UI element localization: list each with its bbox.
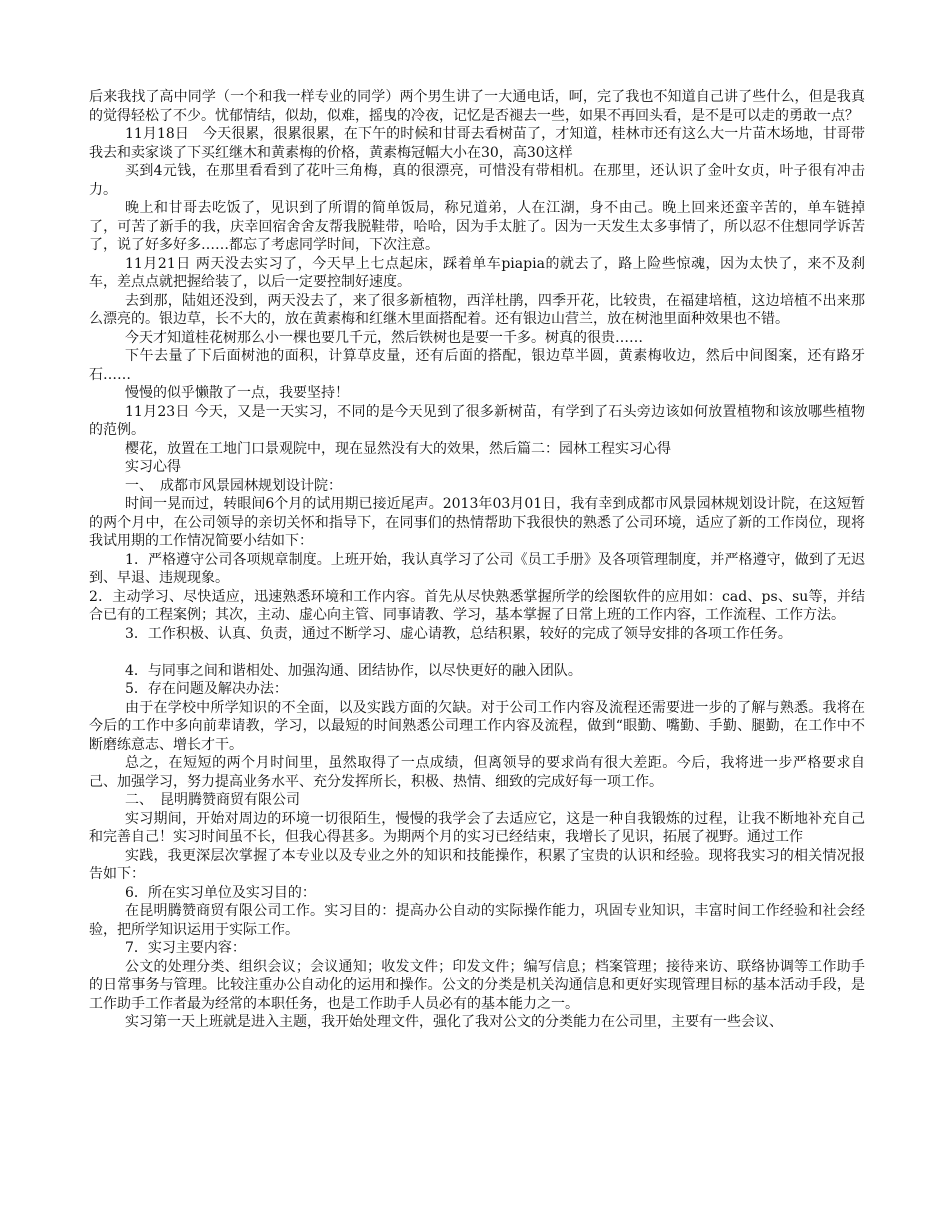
paragraph: 慢慢的似乎懒散了一点，我要坚持！ <box>125 385 349 401</box>
paragraph: 4．与同事之间和谐相处、加强沟通、团结协作，以尽快更好的融入团队。 <box>125 662 582 679</box>
paragraph: 7．实习主要内容： <box>125 940 246 956</box>
paragraph: 时间一晃而过，转眼间6个月的试用期已接近尾声。2013年03月01日，我有幸到成都市风景园林规划设计院，在这短暂的两个月中，在公司领导的亲切关怀和指导下，在同事们的热情帮助下我很快的熟悉了公司环境，适应了新的工作岗位，现将我试用期的工作情况简要小结如下： <box>89 496 865 549</box>
paragraph: 去到那，陆姐还没到，两天没去了，来了很多新植物，西洋杜鹃，四季开花，比较贵，在福建培植，这边培植不出来那么漂亮的。银边草，长不大的，放在黄素梅和红继木里面搭配着。还有银边山营兰，放在树池里面种效果也不错。 <box>89 292 865 327</box>
paragraph: 实践，我更深层次掌握了本专业以及专业之外的知识和技能操作，积累了宝贵的认识和经验。现将我实习的相关情况报告如下： <box>89 847 865 882</box>
paragraph: 二、 昆明腾赞商贸有限公司 <box>125 792 300 808</box>
paragraph: 11月23日 今天，又是一天实习，不同的是今天见到了很多新树苗，有学到了石头旁边该如何放置植物和该放哪些植物的范例。 <box>89 403 865 438</box>
paragraph: 5．存在问题及解决办法： <box>125 681 288 697</box>
paragraph: 下午去量了下后面树池的面积，计算草皮量，还有后面的搭配，银边草半圆，黄素梅收边，然后中间图案，还有路牙石…… <box>89 348 865 383</box>
paragraph: 樱花，放置在工地门口景观院中，现在显然没有大的效果，然后篇二：园林工程实习心得 <box>125 440 671 457</box>
paragraph: 晚上和甘哥去吃饭了，见识到了所谓的简单饭局，称兄道弟，人在江湖，身不由己。晚上回来还蛮辛苦的，单车链掉了，可苦了新手的我，庆幸回宿舍舍友帮我脱鞋带，哈哈，因为手太脏了。因为一天发生太多事情了，所以忍不住想同学诉苦了，说了好多好多……都忘了考虑同学时间，下次注意。 <box>89 200 865 253</box>
paragraph: 实习心得 <box>125 459 181 475</box>
paragraph: 由于在学校中所学知识的不全面，以及实践方面的欠缺。对于公司工作内容及流程还需要进一步的了解与熟悉。我将在今后的工作中多向前辈请教，学习，以最短的时间熟悉公司理工作内容及流程，做到“眼勤、嘴勤、手勤、腿勤，在工作中不断磨练意志、增长才干。 <box>89 699 865 753</box>
document-body <box>89 88 865 1032</box>
paragraph: 公文的处理分类、组织会议；会议通知；收发文件；印发文件；编写信息；档案管理；接待来访、联络协调等工作助手的日常事务与管理。比较注重办公自动化的运用和操作。公文的分类是机关沟通信息和更好实现管理目标的基本活动手段，是工作助手工作者最为经常的本职任务，也是工作助手人员必有的基本能力之一。 <box>89 958 865 1012</box>
paragraph: 后来我找了高中同学（一个和我一样专业的同学）两个男生讲了一大通电话，呵，完了我也不知道自己讲了些什么，但是我真的觉得轻松了不少。忧郁情结，似劫，似难，摇曳的冷夜，记忆是否褪去一些，如果不再回头看，是不是可以走的勇敢一点？ <box>89 89 865 124</box>
paragraph: 一、 成都市风景园林规划设计院： <box>125 477 342 494</box>
paragraph: 在昆明腾赞商贸有限公司工作。实习目的：提高办公自动的实际操作能力，巩固专业知识，丰富时间工作经验和社会经验，把所学知识运用于实际工作。 <box>89 903 865 938</box>
paragraph: 6．所在实习单位及实习目的： <box>125 884 316 901</box>
paragraph: 今天才知道桂花树那么小一棵也要几千元，然后铁树也是要一千多。树真的很贵…… <box>125 329 643 346</box>
paragraph: 实习第一天上班就是进入主题，我开始处理文件，强化了我对公文的分类能力在公司里，主要有一些会议、 <box>125 1014 783 1030</box>
paragraph: 3．工作积极、认真、负责，通过不断学习、虚心请教，总结积累，较好的完成了领导安排的各项工作任务。 <box>125 625 792 642</box>
paragraph: 实习期间，开始对周边的环境一切很陌生，慢慢的我学会了去适应它，这是一种自我锻炼的过程，让我不断地补充自己和完善自己！实习时间虽不长，但我心得甚多。为期两个月的实习已经结束，我增长了见识，拓展了视野。通过工作 <box>89 810 865 845</box>
paragraph: 11月18日 今天很累，很累很累，在下午的时候和甘哥去看树苗了，才知道，桂林市还有这么大一片苗木场地，甘哥带我去和卖家谈了下买红继木和黄素梅的价格，黄素梅冠幅大小在30，高30这样 <box>89 126 865 161</box>
paragraph: 2．主动学习、尽快适应，迅速熟悉环境和工作内容。首先从尽快熟悉掌握所学的绘图软件的应用如：cad、ps、su等，并结合已有的工程案例；其次，主动、虚心向主管、同事请教、学习，基本掌握了日常上班的工作内容，工作流程、工作方法。 <box>89 588 865 623</box>
paragraph: 总之，在短短的两个月时间里，虽然取得了一点成绩，但离领导的要求尚有很大差距。今后，我将进一步严格要求自己、加强学习，努力提高业务水平、充分发挥所长，积极、热情、细致的完成好每一项工作。 <box>89 755 865 790</box>
paragraph: 1．严格遵守公司各项规章制度。上班开始，我认真学习了公司《员工手册》及各项管理制度，并严格遵守，做到了无迟到、早退、违规现象。 <box>89 551 865 586</box>
paragraph: 11月21日 两天没去实习了，今天早上七点起床，踩着单车piapia的就去了，路上险些惊魂，因为太快了，来不及刹车，差点点就把握给装了，以后一定要控制好速度。 <box>89 255 865 290</box>
paragraph: 买到4元钱，在那里看看到了花叶三角梅，真的很漂亮，可惜没有带相机。在那里，还认识了金叶女贞，叶子很有冲击力。 <box>89 163 865 198</box>
